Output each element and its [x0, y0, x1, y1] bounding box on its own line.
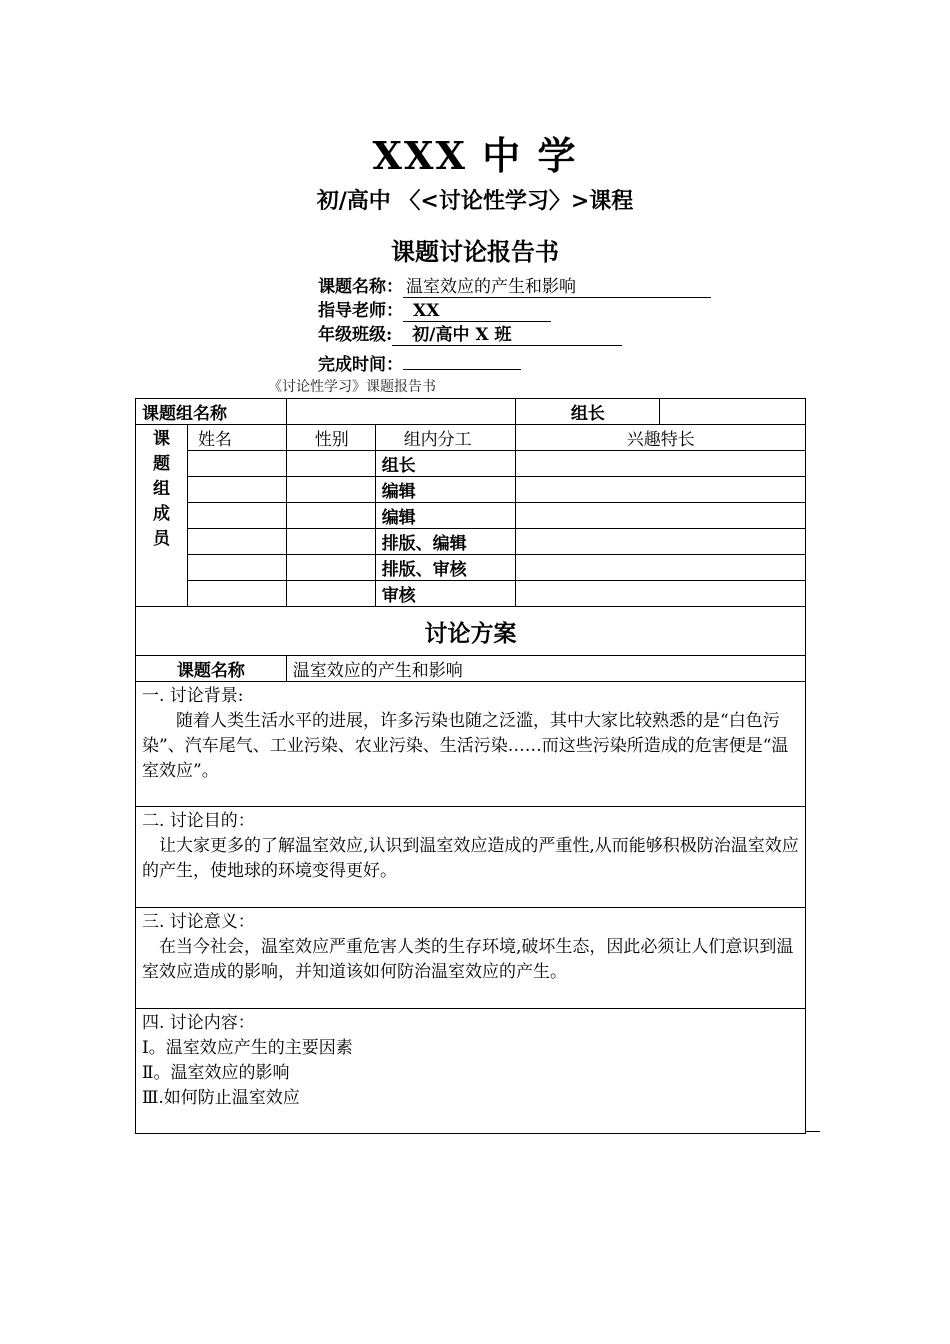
member-role: 编辑	[375, 503, 516, 529]
member-gender	[286, 503, 375, 529]
member-name	[187, 451, 286, 477]
member-interest	[516, 451, 806, 477]
course-title: 初/高中 〈<讨论性学习〉>课程	[316, 188, 634, 214]
members-label-char: 组	[152, 479, 170, 499]
members-label-char: 员	[152, 529, 170, 549]
plan-topic-label: 课题名称	[136, 656, 287, 682]
group-name-label: 课题组名称	[136, 399, 287, 425]
member-interest	[516, 529, 806, 555]
member-role: 组长	[375, 451, 516, 477]
info-date	[318, 349, 521, 373]
info-class-label: 年级班级:	[318, 325, 393, 345]
member-interest	[516, 477, 806, 503]
col-header-name: 姓名	[187, 425, 286, 451]
members-label-char: 课	[152, 429, 170, 449]
school-title: XXX 中 学	[372, 133, 578, 178]
meaning-heading: 三. 讨论意义：	[142, 912, 255, 932]
info-topic-value: 温室效应的产生和影响	[403, 277, 711, 298]
member-interest	[516, 581, 806, 607]
info-teacher-value: XX	[403, 301, 551, 322]
member-gender	[286, 529, 375, 555]
report-title: 课题讨论报告书	[391, 237, 559, 266]
member-interest	[516, 555, 806, 581]
member-interest	[516, 503, 806, 529]
member-gender	[286, 555, 375, 581]
member-name	[187, 503, 286, 529]
member-row	[136, 529, 806, 555]
col-header-gender: 性别	[286, 425, 375, 451]
plan-topic-value: 温室效应的产生和影响	[286, 656, 805, 682]
content-item: Ⅰ。温室效应产生的主要因素	[142, 1038, 353, 1058]
col-header-role: 组内分工	[375, 425, 516, 451]
content-item: Ⅱ。温室效应的影响	[142, 1063, 290, 1083]
purpose-row	[136, 807, 806, 908]
member-row	[136, 555, 806, 581]
info-topic-label: 课题名称：	[318, 277, 403, 297]
member-row	[136, 503, 806, 529]
info-date-label: 完成时间：	[318, 355, 403, 375]
purpose-text: 让大家更多的了解温室效应,认识到温室效应造成的严重性,从而能够积极防治温室效应的产生，使地球的环境变得更好。	[142, 836, 799, 881]
members-label-char: 成	[152, 504, 170, 524]
background-text: 随着人类生活水平的进展，许多污染也随之泛滥，其中大家比较熟悉的是“白色污染”、汽车尾气、工业污染、农业污染、生活污染……而这些污染所造成的危害便是“温室效应”。	[142, 711, 789, 781]
meaning-text: 在当今社会，温室效应严重危害人类的生存环境,破坏生态，因此必须让人们意识到温室效应造成的影响，并知道该如何防治温室效应的产生。	[142, 937, 794, 982]
content-row	[136, 1009, 806, 1134]
meaning-row	[136, 908, 806, 1009]
info-topic	[318, 275, 711, 299]
group-name-row	[136, 399, 806, 425]
member-name	[187, 581, 286, 607]
report-table	[135, 398, 806, 1134]
member-role: 审核	[375, 581, 516, 607]
members-label-char: 题	[152, 454, 170, 474]
info-teacher-label: 指导老师：	[318, 301, 403, 321]
col-header-interest: 兴趣特长	[516, 425, 806, 451]
member-name	[187, 529, 286, 555]
background-row	[136, 682, 806, 807]
table-tail-line	[806, 1131, 820, 1132]
content-heading: 四. 讨论内容：	[142, 1013, 255, 1033]
info-class	[318, 323, 622, 347]
member-name	[187, 477, 286, 503]
member-row	[136, 451, 806, 477]
content-section	[136, 1009, 806, 1134]
meaning-section	[136, 908, 806, 1009]
member-role: 排版、编辑	[375, 529, 516, 555]
member-role: 排版、审核	[375, 555, 516, 581]
member-gender	[286, 581, 375, 607]
info-teacher	[318, 299, 551, 323]
member-gender	[286, 451, 375, 477]
member-role: 编辑	[375, 477, 516, 503]
member-row	[136, 581, 806, 607]
content-item: Ⅲ.如何防止温室效应	[142, 1088, 300, 1108]
member-name	[187, 555, 286, 581]
plan-title: 讨论方案	[136, 607, 806, 656]
info-date-value	[403, 349, 521, 370]
leader-value	[660, 399, 806, 425]
table-caption: 《讨论性学习》课题报告书	[268, 379, 436, 395]
leader-label: 组长	[516, 399, 660, 425]
background-section	[136, 682, 806, 807]
members-header-row	[136, 425, 806, 451]
member-row	[136, 477, 806, 503]
plan-topic-row	[136, 656, 806, 682]
member-gender	[286, 477, 375, 503]
purpose-heading: 二. 讨论目的：	[142, 811, 255, 831]
members-label	[136, 425, 188, 607]
info-class-value: 初/高中 X 班	[392, 325, 622, 346]
group-name-value	[286, 399, 516, 425]
purpose-section	[136, 807, 806, 908]
plan-title-row	[136, 607, 806, 656]
background-heading: 一. 讨论背景:	[142, 686, 244, 706]
